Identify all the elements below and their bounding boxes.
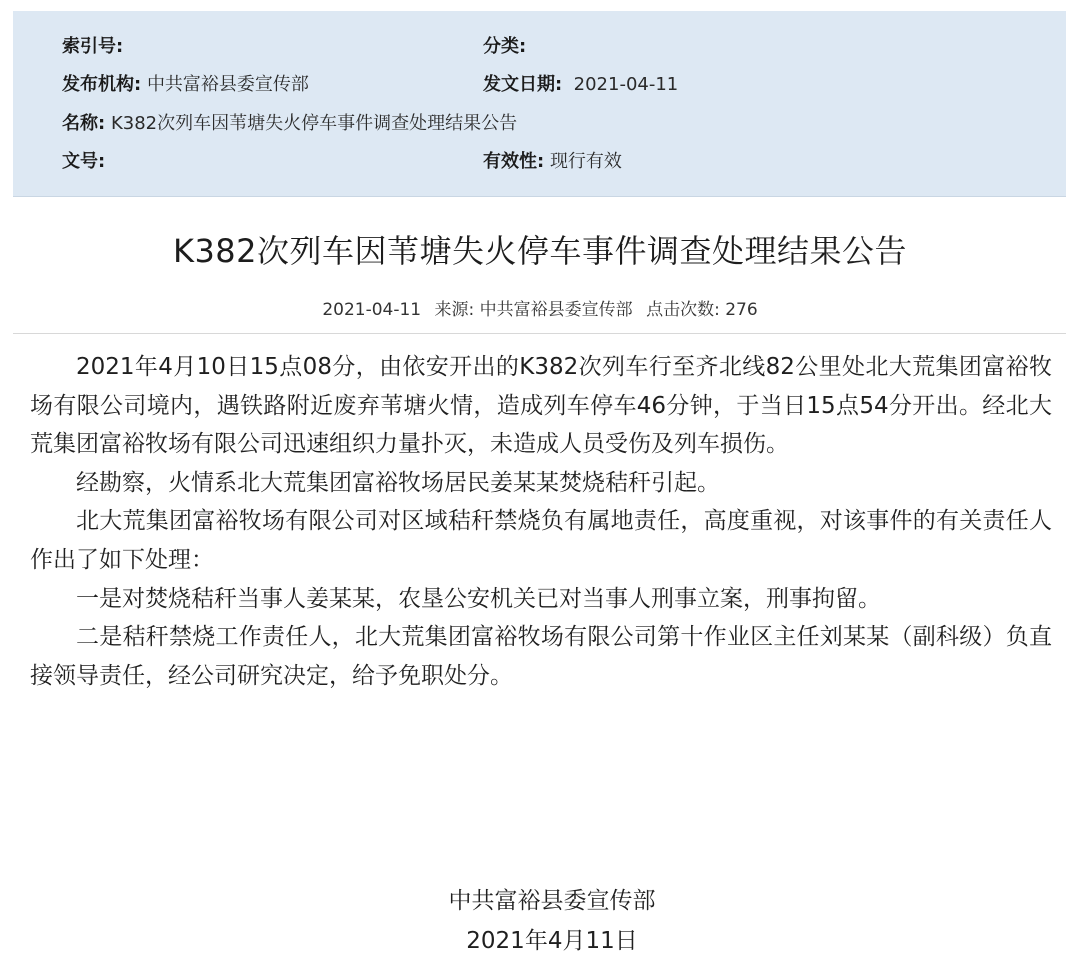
publisher-label: 发布机构: xyxy=(62,74,142,95)
name-field xyxy=(62,105,517,143)
body-paragraph: 经勘察，火情系北大荒集团富裕牧场居民姜某某焚烧秸秆引起。 xyxy=(76,469,720,496)
metadata-row xyxy=(13,66,1066,104)
date-label: 发文日期: xyxy=(483,74,563,95)
body-paragraph: 2021年4月10日15点08分，由依安开出的K382次列车行至齐北线82公里处北大荒集团富裕牧场有限公司境内，遇铁路附近废弃苇塘火情，造成列车停车46分钟，于当日15点54分开出。经北大荒集团富裕牧场有限公司迅速组织力量扑灭，未造成人员受伤及列车损伤。 xyxy=(30,354,1052,458)
body-paragraph: 一是对焚烧秸秆当事人姜某某，农垦公安机关已对当事人刑事立案，刑事拘留。 xyxy=(76,585,881,612)
metadata-row xyxy=(13,28,1066,66)
body-paragraph: 北大荒集团富裕牧场有限公司对区域秸秆禁烧负有属地责任，高度重视，对该事件的有关责任人作出了如下处理： xyxy=(30,508,1052,573)
name-value: K382次列车因苇塘失火停车事件调查处理结果公告 xyxy=(110,113,518,134)
divider xyxy=(13,333,1066,334)
category-label: 分类: xyxy=(483,36,527,57)
index-field xyxy=(62,28,123,66)
metadata-row xyxy=(13,105,1066,143)
docno-label: 文号: xyxy=(62,151,106,172)
body-paragraph: 二是秸秆禁烧工作责任人，北大荒集团富裕牧场有限公司第十作业区主任刘某某（副科级）负直接领导责任，经公司研究决定，给予免职处分。 xyxy=(30,624,1052,689)
date-field xyxy=(483,66,678,104)
article-info xyxy=(0,296,1080,324)
publisher-value: 中共富裕县委宣传部 xyxy=(146,74,309,95)
validity-field xyxy=(483,143,622,181)
name-label: 名称: xyxy=(62,113,106,134)
validity-value: 现行有效 xyxy=(549,151,622,172)
article-title: K382次列车因苇塘失火停车事件调查处理结果公告 xyxy=(172,232,908,270)
signature-date: 2021年4月11日 xyxy=(466,928,638,954)
signature xyxy=(0,881,1080,961)
article-date: 2021-04-11 xyxy=(322,300,422,320)
publisher-field xyxy=(62,66,309,104)
metadata-panel xyxy=(13,11,1066,197)
article-source: 来源: 中共富裕县委宣传部 xyxy=(434,300,633,320)
docno-field xyxy=(62,143,105,181)
article-clicks: 点击次数: 276 xyxy=(646,300,758,320)
article-body xyxy=(30,348,1052,695)
date-value: 2021-04-11 xyxy=(573,74,679,95)
index-label: 索引号: xyxy=(62,36,124,57)
category-field xyxy=(483,28,526,66)
metadata-row xyxy=(13,143,1066,181)
validity-label: 有效性: xyxy=(483,151,545,172)
signature-org: 中共富裕县委宣传部 xyxy=(448,888,656,914)
